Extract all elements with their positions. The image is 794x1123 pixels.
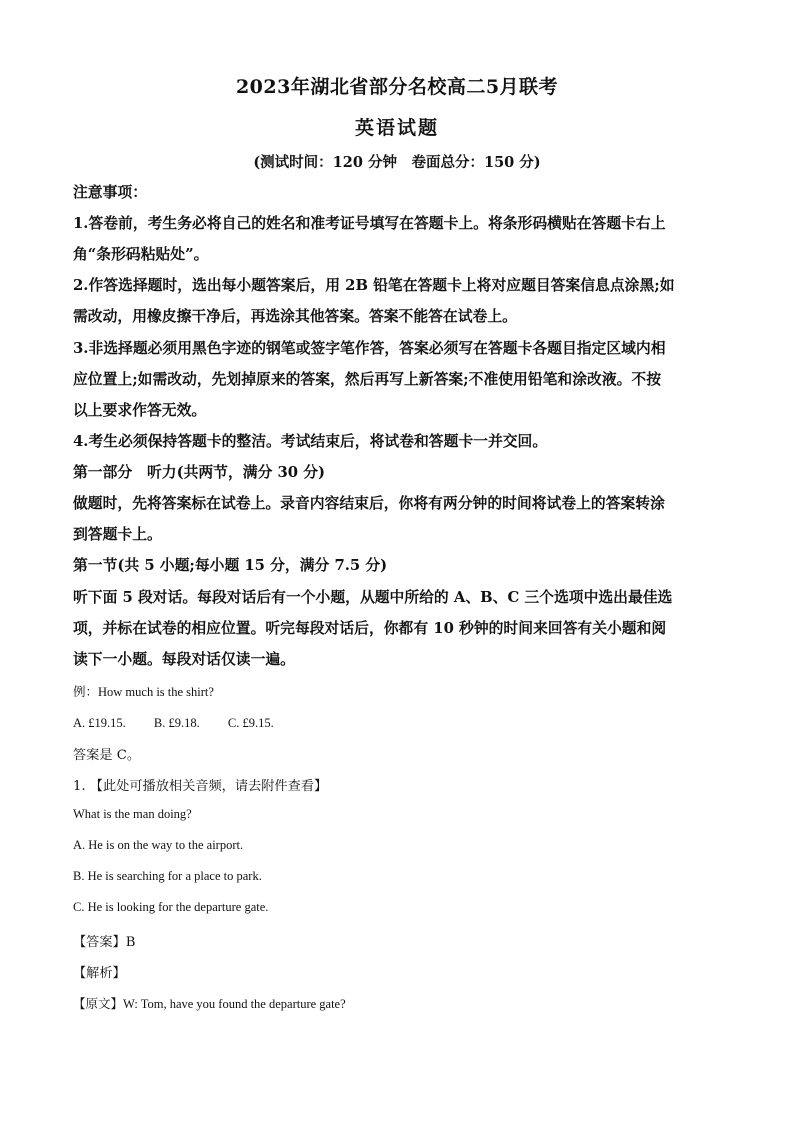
q1-answer: 【答案】B xyxy=(73,935,136,950)
part1-instruction-line-2: 到答题卡上。 xyxy=(73,526,162,543)
notice-item-4: 4.考生必须保持答题卡的整洁。考试结束后，将试卷和答题卡一并交回。 xyxy=(73,433,548,450)
notice-item-1-line-1: 1.答卷前，考生务必将自己的姓名和准考证号填写在答题卡上。将条形码横贴在答题卡右上 xyxy=(73,215,666,232)
part1-instruction-line-1: 做题时，先将答案标在试卷上。录音内容结束后，你将有两分钟的时间将试卷上的答案转涂 xyxy=(73,495,665,512)
notice-item-2-line-1: 2.作答选择题时，选出每小题答案后，用 2B 铅笔在答题卡上将对应题目答案信息点涂黑;如 xyxy=(73,277,675,294)
section1-instruction-line-3: 读下一小题。每段对话仅读一遍。 xyxy=(73,651,295,668)
exam-info: (测试时间：120 分钟 卷面总分：150 分) xyxy=(253,154,541,171)
notice-heading: 注意事项： xyxy=(73,184,147,201)
section1-instruction-line-2: 项，并标在试卷的相应位置。听完每段对话后，你都有 10 秒钟的时间来回答有关小题和阅 xyxy=(73,620,667,637)
notice-item-3-line-2: 应位置上;如需改动，先划掉原来的答案，然后再写上新答案;不准使用铅笔和涂改液。不按 xyxy=(73,371,662,388)
q1-analysis: 【解析】 xyxy=(73,966,126,981)
q1-option-c: C. He is looking for the departure gate. xyxy=(73,900,269,914)
exam-subject: 英语试题 xyxy=(354,117,439,139)
q1-transcript: 【原文】W: Tom, have you found the departure gate? xyxy=(73,997,346,1011)
notice-item-1-line-2: 角“条形码粘贴处”。 xyxy=(73,246,209,263)
section1-instruction-line-1: 听下面 5 段对话。每段对话后有一个小题，从题中所给的 A、B、C 三个选项中选出最佳选 xyxy=(73,589,673,606)
example-options: A. £19.15. B. £9.18. C. £9.15. xyxy=(73,716,274,730)
section1-heading: 第一节(共 5 小题;每小题 15 分，满分 7.5 分) xyxy=(73,557,388,574)
example-answer: 答案是 C。 xyxy=(73,748,141,763)
q1-question: What is the man doing? xyxy=(73,807,192,821)
part1-heading: 第一部分 听力(共两节，满分 30 分) xyxy=(73,464,326,481)
example-question: 例：How much is the shirt? xyxy=(73,685,214,699)
q1-audio-note: 1. 【此处可播放相关音频，请去附件查看】 xyxy=(73,779,328,794)
q1-option-b: B. He is searching for a place to park. xyxy=(73,869,262,883)
notice-item-3-line-1: 3.非选择题必须用黑色字迹的钢笔或签字笔作答，答案必须写在答题卡各题目指定区域内相 xyxy=(73,340,666,357)
exam-title: 2023年湖北省部分名校高二5月联考 xyxy=(235,76,559,98)
q1-option-a: A. He is on the way to the airport. xyxy=(73,838,244,852)
notice-item-3-line-3: 以上要求作答无效。 xyxy=(73,402,207,419)
notice-item-2-line-2: 需改动，用橡皮擦干净后，再选涂其他答案。答案不能答在试卷上。 xyxy=(73,308,517,325)
